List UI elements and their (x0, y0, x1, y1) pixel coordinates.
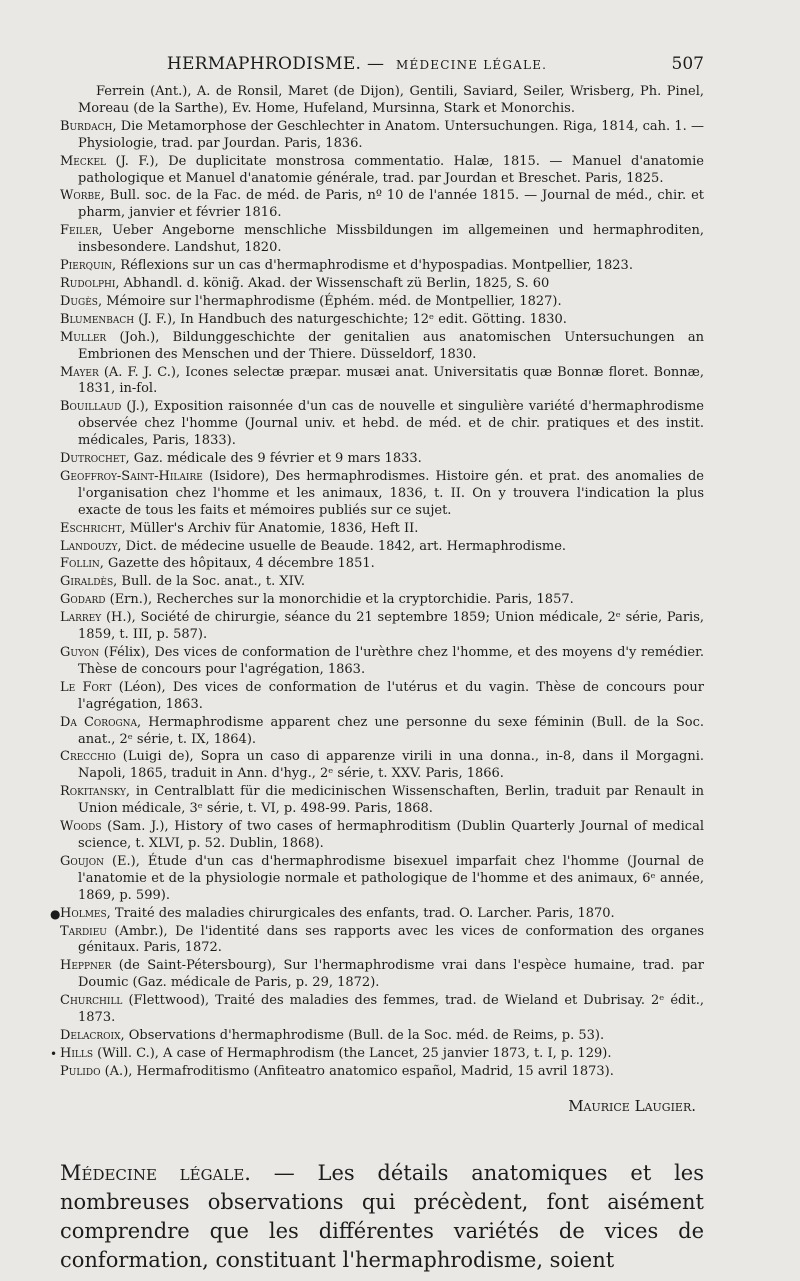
bibliography-entry (60, 154, 704, 188)
entry-text: (Sam. J.), History of two cases of hermaphroditism (Dublin Quarterly Journal of medical science, t. XLVI, p. 52. Dublin, 1868). (78, 819, 704, 851)
entry-text: , Observations d'hermaphrodisme (Bull. de la Soc. méd. de Reims, p. 53). (120, 1027, 605, 1043)
entry-text: (J.), Exposition raisonnée d'un cas de nouvelle et singulière variété d'hermaphrodisme observée chez l'homme (Journal univ. et hebd. de méd. et de chir. pratiques et des instit. médicales, Paris, 1833). (78, 399, 704, 449)
bibliography-entry (60, 294, 704, 311)
running-header (60, 54, 704, 74)
entry-text: (A.), Hermafroditismo (Anfiteatro anatomico español, Madrid, 15 avril 1873). (100, 1063, 614, 1079)
bibliography-entry (60, 819, 704, 853)
entry-author: Landouzy (60, 538, 118, 554)
entry-author: Woods (60, 819, 102, 835)
entry-author: Bouillaud (60, 399, 122, 415)
entry-text: , Bull. soc. de la Fac. de méd. de Paris, nº 10 de l'année 1815. — Journal de méd., chir. et pharm, janvier et février 1816. (78, 188, 704, 221)
bibliography-entry (60, 715, 704, 749)
entry-author: Rudolphi (60, 275, 116, 291)
entry-author: Delacroix (60, 1027, 121, 1043)
entry-author: Eschricht (60, 520, 122, 536)
margin-bullet-mark: • (50, 1046, 58, 1061)
bibliography-entry (60, 188, 704, 222)
entry-author: Heppner (60, 958, 112, 974)
section-paragraph (60, 1159, 704, 1275)
entry-text: (Félix), Des vices de conformation de l'urèthre chez l'homme, et des moyens d'y remédier. Thèse de concours pour l'agrégation, 1863. (78, 645, 704, 677)
entry-text: , Müller's Archiv für Anatomie, 1836, Heft II. (121, 520, 419, 536)
entry-author: Goujon (60, 853, 104, 869)
entry-author: Da Corogna (60, 714, 138, 730)
entry-text: (J. F.), De duplicitate monstrosa commentatio. Halæ, 1815. — Manuel d'anatomie pathologique et Manuel d'anatomie générale, trad. par Jourdan et Breschet. Paris, 1825. (78, 153, 704, 186)
bibliography-entry (60, 399, 704, 450)
bibliography-entry (60, 223, 704, 257)
entry-author: Geoffroy-Saint-Hilaire (60, 468, 203, 484)
entry-text: , Gazette des hôpitaux, 4 décembre 1851. (99, 556, 375, 572)
entry-text: (A. F. J. C.), Icones selectæ præpar. musæi anat. Universitatis quæ Bonnæ floret. Bonnæ, 1831, in-fol. (78, 364, 704, 397)
entry-text: (Flettwood), Traité des maladies des femmes, trad. de Wieland et Dubrisay. 2ᵉ édit., 1873. (78, 993, 704, 1026)
entry-text: , Ueber Angeborne menschliche Missbildungen im allgemeinen und hermaphroditen, insbesondere. Landshut, 1820. (78, 223, 704, 256)
bibliography-entry (60, 1064, 704, 1081)
section-heading: Médecine légale. (60, 1160, 251, 1185)
bibliography-entry (60, 312, 704, 329)
bibliography-entry (60, 119, 704, 153)
running-title (60, 54, 654, 74)
entry-text: , Réflexions sur un cas d'hermaphrodisme et d'hypospadias. Montpellier, 1823. (112, 258, 633, 274)
entry-text: (E.), Étude d'un cas d'hermaphrodisme bisexuel imparfait chez l'homme (Journal de l'anatomie et de la physiologie normale et pathologique de l'homme et des animaux, 6ᵉ année, 1869, p. 599). (78, 853, 704, 903)
entry-text: , Abhandl. d. könig̃. Akad. der Wissenschaft zü Berlin, 1825, S. 60 (115, 275, 550, 291)
bibliography-entry (50, 905, 704, 923)
bibliography-entry (60, 539, 704, 556)
entry-text: , Gaz. médicale des 9 février et 9 mars 1833. (125, 451, 422, 467)
entry-author: Dugès (60, 293, 98, 309)
entry-author: Rokitansky (60, 784, 126, 800)
entry-author: Le Fort (60, 679, 112, 695)
entry-author: Churchill (60, 993, 123, 1009)
bibliography-entry (60, 993, 704, 1027)
entry-text: (Ambr.), De l'identité dans ses rapports avec les vices de conformation des organes génitaux. Paris, 1872. (78, 923, 704, 956)
bibliography-entry (60, 276, 704, 293)
entry-author: Tardieu (60, 923, 107, 939)
bibliography-entry (60, 556, 704, 573)
entry-author: Follin (60, 556, 100, 572)
entry-author: Meckel (60, 153, 107, 169)
entry-author: Larrey (60, 610, 102, 626)
entry-author: Pulido (60, 1063, 101, 1079)
bibliography-entry (60, 610, 704, 644)
entry-author: Muller (60, 329, 107, 345)
bibliography-entry (60, 258, 704, 275)
bibliography-entry (60, 924, 704, 958)
entry-author: Godard (60, 592, 106, 608)
entry-text: (Will. C.), A case of Hermaphrodism (the Lancet, 25 janvier 1873, t. I, p. 129). (93, 1045, 612, 1061)
header-subtitle: MÉDECINE LÉGALE. (396, 58, 548, 72)
entry-author: Blumenbach (60, 311, 135, 327)
bibliography-entry (60, 680, 704, 714)
entry-text: (J. F.), In Handbuch des naturgeschichte; 12ᵉ edit. Götting. 1830. (134, 311, 567, 327)
bibliography-entry (60, 521, 704, 538)
entry-text: , Bull. de la Soc. anat., t. XIV. (113, 574, 306, 590)
entry-author: Mayer (60, 364, 99, 380)
entry-author: Feiler (60, 223, 99, 239)
bibliography-entry (60, 469, 704, 520)
entry-author: Holmes (60, 905, 107, 921)
section-text: — Les détails anatomiques et les nombreuses observations qui précèdent, font aisément comprendre que les différentes variétés de vices de conformation, constituant l'hermaphrodisme, soient (60, 1160, 704, 1272)
author-signature: Maurice Laugier. (568, 1096, 696, 1115)
bibliography-entry (60, 592, 704, 609)
entry-author: Giraldès (60, 574, 114, 590)
bibliography-list (50, 84, 704, 1081)
bibliography-entry (60, 749, 704, 783)
margin-bullet-mark: ● (50, 906, 61, 921)
entry-author: Guyon (60, 645, 100, 660)
bibliography-entry (50, 1045, 704, 1063)
entry-text: , Traité des maladies chirurgicales des enfants, trad. O. Larcher. Paris, 1870. (106, 905, 615, 921)
entry-text: , Hermaphrodisme apparent chez une personne du sexe féminin (Bull. de la Soc. anat., 2ᵉ série, t. IX, 1864). (78, 714, 704, 747)
entry-text: (H.), Société de chirurgie, séance du 21 septembre 1859; Union médicale, 2ᵉ série, Paris, 1859, t. III, p. 587). (78, 610, 704, 643)
entry-text: (Ern.), Recherches sur la monorchidie et la cryptorchidie. Paris, 1857. (105, 592, 574, 608)
entry-text: (Léon), Des vices de conformation de l'utérus et du vagin. Thèse de concours pour l'agrégation, 1863. (78, 679, 704, 712)
bibliography-entry (60, 365, 704, 399)
header-separator: — (366, 54, 385, 74)
entry-text: , Dict. de médecine usuelle de Beaude. 1842, art. Hermaphrodisme. (117, 538, 567, 554)
bibliography-entry (60, 645, 704, 679)
entry-author: Worbe (60, 188, 101, 204)
entry-text: , Mémoire sur l'hermaphrodisme (Éphém. méd. de Montpellier, 1827). (97, 293, 562, 309)
bibliography-entry (60, 784, 704, 818)
entry-author: Hills (60, 1045, 94, 1061)
entry-text: (de Saint-Pétersbourg), Sur l'hermaphrodisme vrai dans l'espèce humaine, trad. par Doumic (Gaz. médicale de Paris, p. 29, 1872). (78, 958, 704, 991)
entry-text: (Joh.), Bildunggeschichte der genitalien aus anatomischen Untersuchungen an Embrionen des Menschen und der Thiere. Düsseldorf, 1830. (78, 329, 704, 362)
header-title: HERMAPHRODISME. (166, 54, 362, 74)
entry-author: Burdach (60, 118, 113, 134)
entry-text: (Isidore), Des hermaphrodismes. Histoire gén. et prat. des anomalies de l'organisation chez l'homme et les animaux, 1836, t. II. On y trouvera l'indication la plus exacte de tous les faits et mémoires publiés sur ce sujet. (78, 468, 704, 518)
bibliography-entry (60, 958, 704, 992)
entry-text: Ferrein (Ant.), A. de Ronsil, Maret (de Dijon), Gentili, Saviard, Seiler, Wrisberg, Ph. Pinel, Moreau (de la Sarthe), Ev. Home, Hufeland, Mursinna, Stark et Monorchis. (78, 84, 704, 116)
entry-text: , Die Metamorphose der Geschlechter in Anatom. Untersuchungen. Riga, 1814, cah. 1. — Physiologie, trad. par Jourdan. Paris, 1836. (78, 118, 704, 151)
entry-text: , in Centralblatt für die medicinischen Wissenschaften, Berlin, traduit par Renault in Union médicale, 3ᵉ série, t. VI, p. 498-99. Paris, 1868. (78, 784, 704, 817)
bibliography-entry (60, 330, 704, 364)
page-number: 507 (671, 54, 704, 74)
bibliography-entry (60, 451, 704, 468)
entry-author: Pierquin (60, 258, 113, 274)
bibliography-entry (60, 84, 704, 118)
entry-author: Crecchio (60, 749, 116, 765)
bibliography-entry (60, 854, 704, 905)
bibliography-entry (60, 574, 704, 591)
entry-author: Dutrochet (60, 451, 126, 467)
bibliography-entry (60, 1028, 704, 1045)
entry-text: (Luigi de), Sopra un caso di apparenze virili in una donna., in-8, dans il Morgagni. Napoli, 1865, traduit in Ann. d'hyg., 2ᵉ série, t. XXV. Paris, 1866. (78, 749, 704, 782)
